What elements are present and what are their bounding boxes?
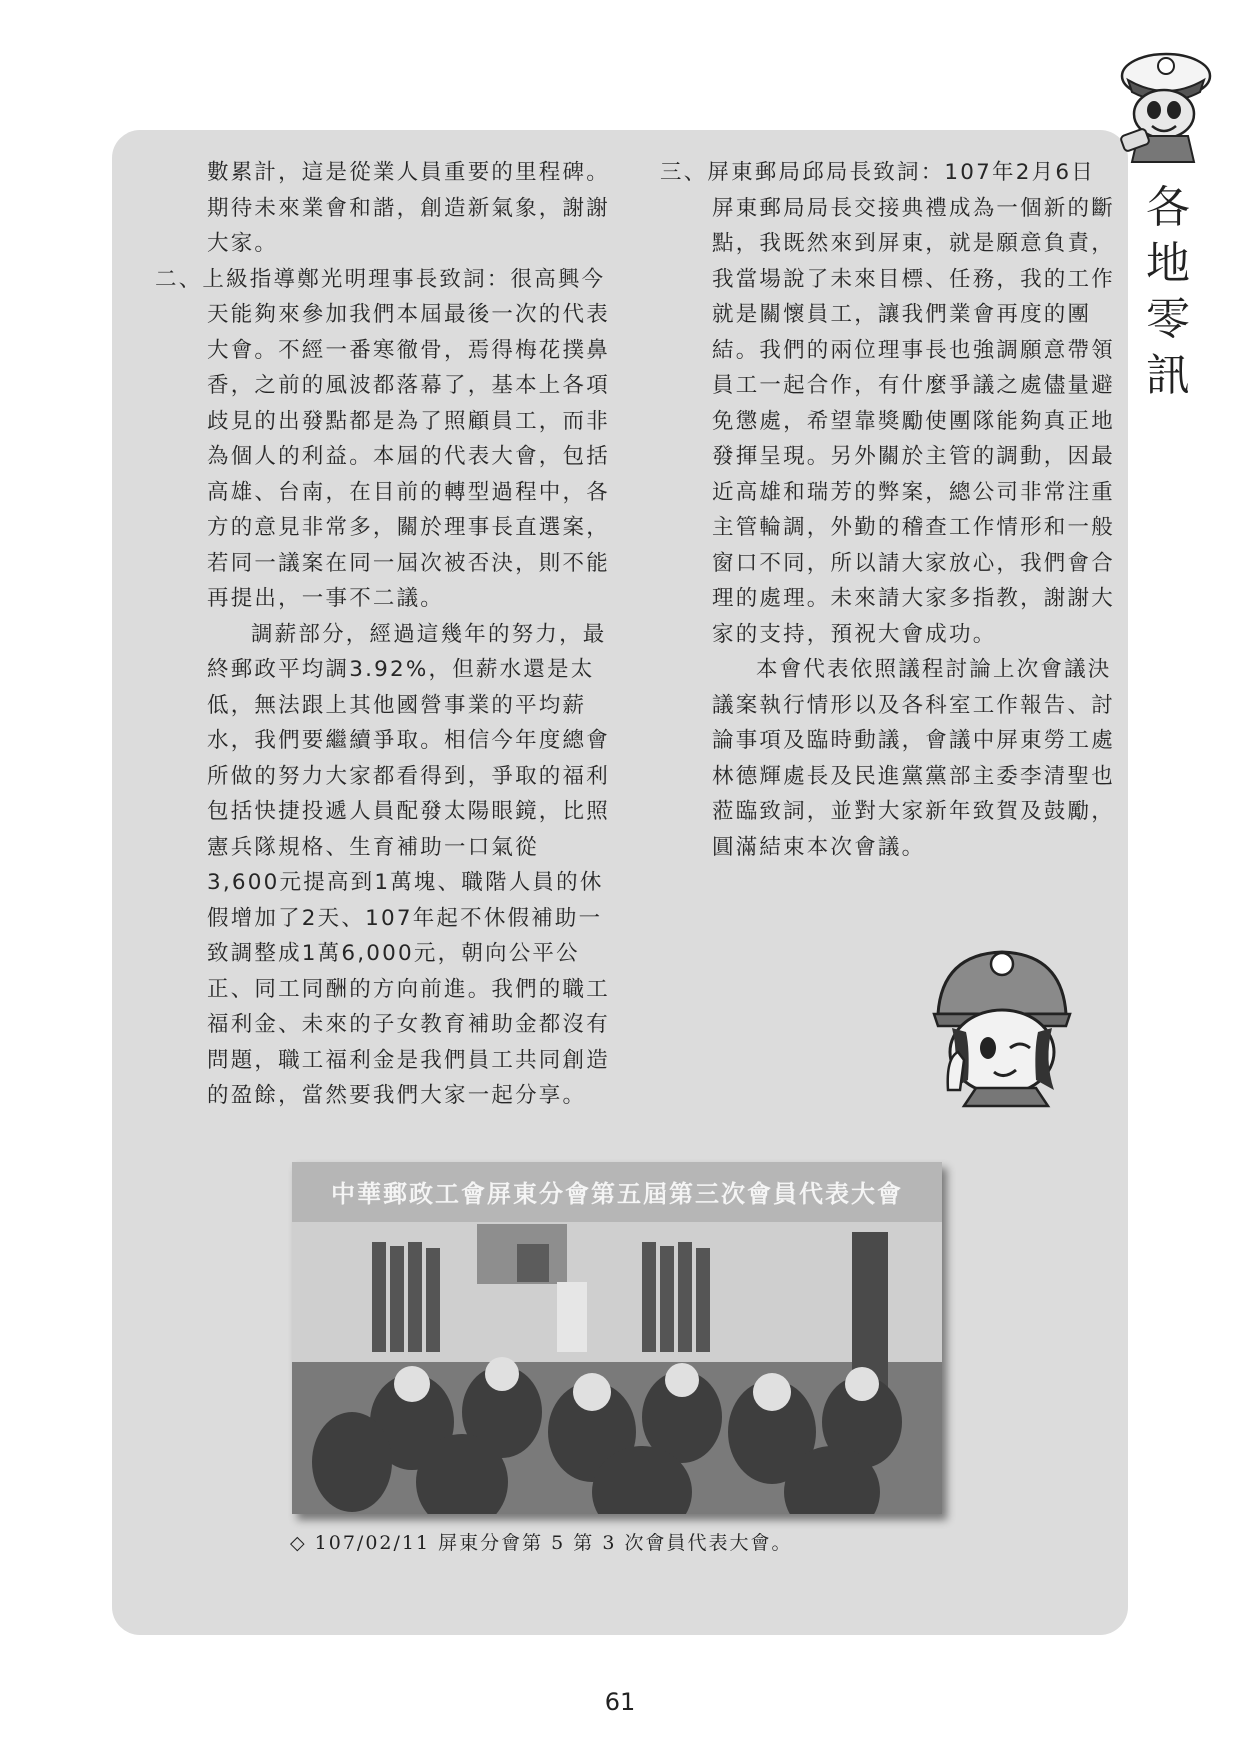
- section-title-char: 零: [1146, 294, 1190, 345]
- photo-caption: ◇ 107/02/11 屏東分會第 5 第 3 次會員代表大會。: [290, 1532, 793, 1554]
- section-title-char: 地: [1146, 238, 1190, 289]
- left-continuation-paragraph: 數累計，這是從業人員重要的里程碑。期待未來業會和諧，創造新氣象，謝謝大家。: [207, 160, 610, 256]
- meeting-summary-paragraph: 本會代表依照議程討論上次會議決議案執行情形以及各科室工作報告、討論事項及臨時動議，會議中屏東勞工處林德輝處長及民進黨黨部主委李清聖也蒞臨致詞，並對大家新年致賀及鼓勵，圓滿結束本次會議。: [712, 657, 1115, 860]
- right-column: [660, 155, 1115, 865]
- meeting-photo-image: [292, 1162, 942, 1514]
- photo-banner-text: 中華郵政工會屏東分會第五屆第三次會員代表大會: [331, 1179, 903, 1208]
- section-title-char: 各: [1146, 182, 1190, 233]
- section-title-char: 訊: [1146, 350, 1190, 401]
- mail-carrier-mascot-icon: [1108, 40, 1218, 165]
- helmet-girl-mascot-icon: [920, 940, 1080, 1110]
- salary-paragraph: 調薪部分，經過這幾年的努力，最終郵政平均調3.92%，但薪水還是太低，無法跟上其他國營事業的平均薪水，我們要繼續爭取。相信今年度總會所做的努力大家都看得到，爭取的福利包括快捷投遞人員配發太陽眼鏡，比照憲兵隊規格、生育補助一口氣從3,600元提高到1萬塊、職階人員的休假增加了2天、107年起不休假補助一致調整成1萬6,000元，朝向公平公正、同工同酬的方向前進。我們的職工福利金、未來的子女教育補助金都沒有問題，職工福利金是我們員工共同創造的盈餘，當然要我們大家一起分享。: [207, 621, 610, 1108]
- meeting-photo: [292, 1162, 942, 1514]
- speech-item-2: 二、上級指導鄭光明理事長致詞：很高興今天能夠來參加我們本屆最後一次的代表大會。不經一番寒徹骨，焉得梅花撲鼻香，之前的風波都落幕了，基本上各項歧見的出發點都是為了照顧員工，而非為個人的利益。本屆的代表大會，包括高雄、台南，在目前的轉型過程中，各方的意見非常多，關於理事長直選案，若同一議案在同一屆次被否決，則不能再提出，一事不二議。: [155, 266, 610, 611]
- speech-item-3: 三、屏東郵局邱局長致詞：107年2月6日屏東郵局局長交接典禮成為一個新的斷點，我既然來到屏東，就是願意負責，我當場說了未來目標、任務，我的工作就是關懷員工，讓我們業會再度的團結。我們的兩位理事長也強調願意帶領員工一起合作，有什麼爭議之處儘量避免懲處，希望靠獎勵使團隊能夠真正地發揮呈現。另外關於主管的調動，因最近高雄和瑞芳的弊案，總公司非常注重主管輪調，外勤的稽查工作情形和一般窗口不同，所以請大家放心，我們會合理的處理。未來請大家多指教，謝謝大家的支持，預祝大會成功。: [660, 160, 1115, 647]
- section-title: [1138, 180, 1198, 404]
- page-number: 61: [604, 1688, 636, 1716]
- left-column: [155, 155, 610, 1114]
